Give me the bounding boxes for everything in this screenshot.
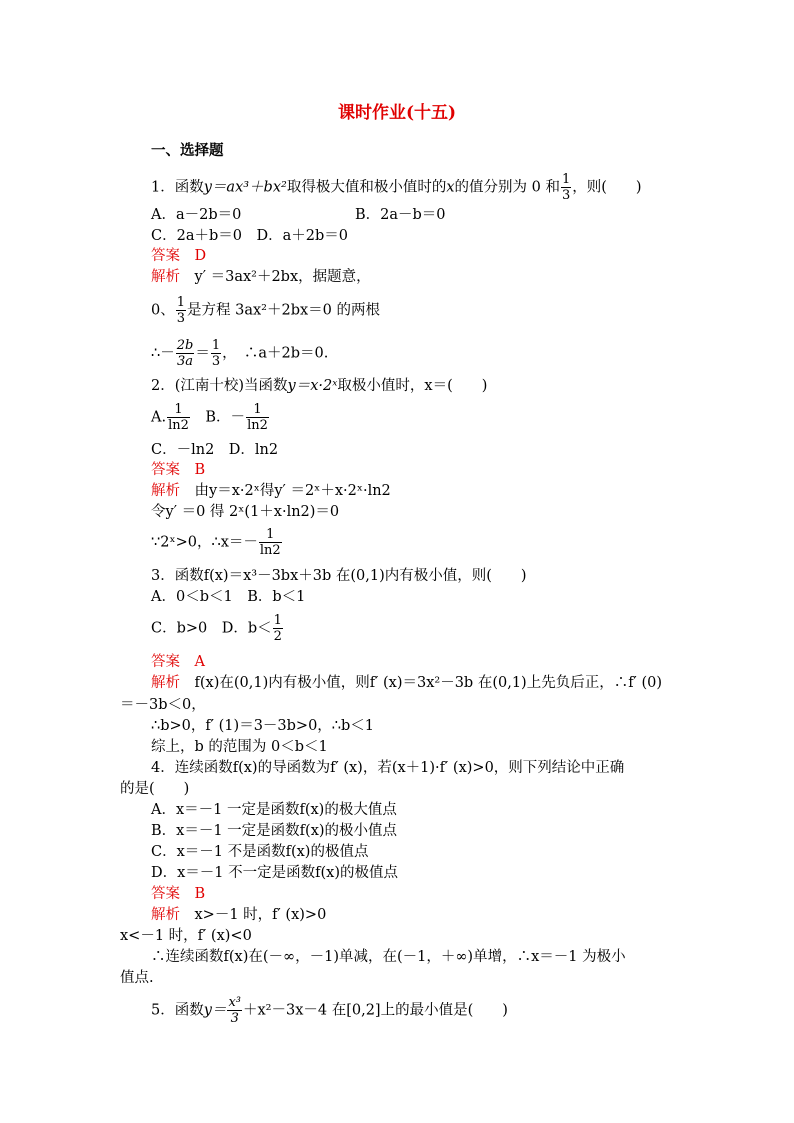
- fraction-one-ln2: $\frac{1}{\ln 2}$: [247, 402, 268, 433]
- q3-options-cd: C．b>0 D．b＜ $\frac{1}{2}$: [151, 613, 282, 644]
- answer-value: D: [194, 248, 207, 264]
- q4-option-b: B．x＝－1 一定是函数f(x)的极小值点: [151, 823, 398, 839]
- q3-options-ab: A．0＜b＜1 B．b＜1: [151, 589, 306, 605]
- q4-analysis-2: x<－1 时，f′ (x)<0: [120, 928, 252, 944]
- fraction-2b-3a: $\frac{2b}{3a}$: [176, 338, 194, 369]
- q1-stem-a: 1．函数: [151, 179, 204, 196]
- q1-function: y＝ax³＋bx²: [203, 179, 287, 196]
- q2-analysis-3: ∵2ˣ>0，∴x＝－ $\frac{1}{\ln 2}$: [151, 527, 281, 558]
- fraction-one-third: $\frac{1}{3}$: [211, 338, 221, 369]
- q4-answer: 答案 B: [151, 886, 206, 902]
- q2-analysis-2: 令y′ ＝0 得 2ˣ(1＋x·ln2)＝0: [151, 504, 340, 520]
- question-3-stem: 3．函数f(x)＝x³－3bx＋3b 在(0,1)内有极小值，则( ): [151, 568, 527, 584]
- question-2-stem: 2．(江南十校)当函数y＝x·2ˣ取极小值时，x＝( ): [151, 378, 488, 394]
- question-1-stem: [151, 172, 642, 203]
- q2-analysis-1: 解析 由y＝x·2ˣ得y′ ＝2ˣ＋x·2ˣ·ln2: [151, 483, 391, 499]
- q3-analysis-1: 解析 f(x)在(0,1)内有极小值，则f′ (x)＝3x²－3b 在(0,1)上先负后正，∴f′ (0): [151, 675, 663, 691]
- fraction-x3-3: $\frac{\text{x³}}{3}$: [228, 995, 241, 1026]
- q1-answer: [151, 247, 206, 265]
- q1-analysis-1: 解析 y′ ＝3ax²＋2bx，据题意，: [151, 269, 371, 285]
- fraction-one-ln2: $\frac{1}{\ln 2}$: [259, 527, 281, 558]
- question-5-stem: 5．函数y＝ $\frac{\text{x³}}{3}$ ＋x²－3x－4 在[0,2]上的最小值是( ): [151, 995, 508, 1026]
- q1-var: x: [446, 179, 455, 196]
- q4-analysis-1: 解析 x>－1 时，f′ (x)>0: [151, 907, 327, 923]
- fraction-one-half: $\frac{1}{2}$: [273, 613, 282, 644]
- q4-option-a: A．x＝－1 一定是函数f(x)的极大值点: [151, 802, 397, 818]
- q3-analysis-2: ＝－3b＜0，: [120, 697, 206, 713]
- page-title: 课时作业(十五): [337, 103, 457, 123]
- q1-option-a: A．a－2b＝0: [151, 207, 242, 223]
- q1-stem-c: 的值分别为 0 和: [454, 179, 560, 196]
- q4-option-c: C．x＝－1 不是函数f(x)的极值点: [151, 844, 369, 860]
- q2-answer: 答案 B: [151, 462, 206, 478]
- q3-analysis-3: ∴b>0，f′ (1)＝3－3b>0，∴b＜1: [151, 718, 375, 734]
- fraction-one-ln2: $\frac{1}{\ln 2}$: [168, 402, 189, 433]
- q4-option-d: D．x＝－1 不一定是函数f(x)的极值点: [151, 865, 398, 881]
- q1-stem-b: 取得极大值和极小值时的: [286, 179, 447, 196]
- q3-analysis-4: 综上，b 的范围为 0＜b＜1: [151, 739, 328, 755]
- question-4-stem-2: 的是( ): [120, 781, 190, 797]
- answer-label: 答案: [151, 248, 180, 264]
- q1-stem-end: ，则( ): [572, 179, 642, 196]
- q1-analysis-2: 0、 $\frac{1}{3}$ 是方程 3ax²＋2bx＝0 的两根: [151, 295, 381, 326]
- section-heading: 一、选择题: [151, 142, 224, 159]
- analysis-label: 解析: [151, 269, 180, 285]
- q3-answer: 答案 A: [151, 654, 205, 670]
- q1-options-cd: C．2a＋b＝0 D．a＋2b＝0: [151, 228, 348, 244]
- q2-options-ab: A. $\frac{1}{\ln 2}$ B．－ $\frac{1}{\ln 2}$: [151, 402, 268, 433]
- q1-analysis-3: ∴－ $\frac{2b}{3a}$ ＝ $\frac{1}{3}$ ， ∴a＋2b＝0.: [151, 338, 329, 369]
- fraction-one-third: $\frac{1}{3}$: [176, 295, 186, 326]
- fraction-one-third: $\frac{1}{3}$: [561, 172, 571, 203]
- q4-analysis-3: ∴连续函数f(x)在(－∞，－1)单减，在(－1，＋∞)单增，∴x＝－1 为极小: [151, 949, 626, 965]
- q4-analysis-4: 值点.: [120, 970, 154, 986]
- q2-options-cd: C．－ln2 D．ln2: [151, 442, 279, 458]
- q1-option-b: B．2a－b＝0: [355, 207, 446, 223]
- question-4-stem-1: 4．连续函数f(x)的导函数为f′ (x)，若(x＋1)·f′ (x)>0，则下列结论中正确: [151, 760, 625, 776]
